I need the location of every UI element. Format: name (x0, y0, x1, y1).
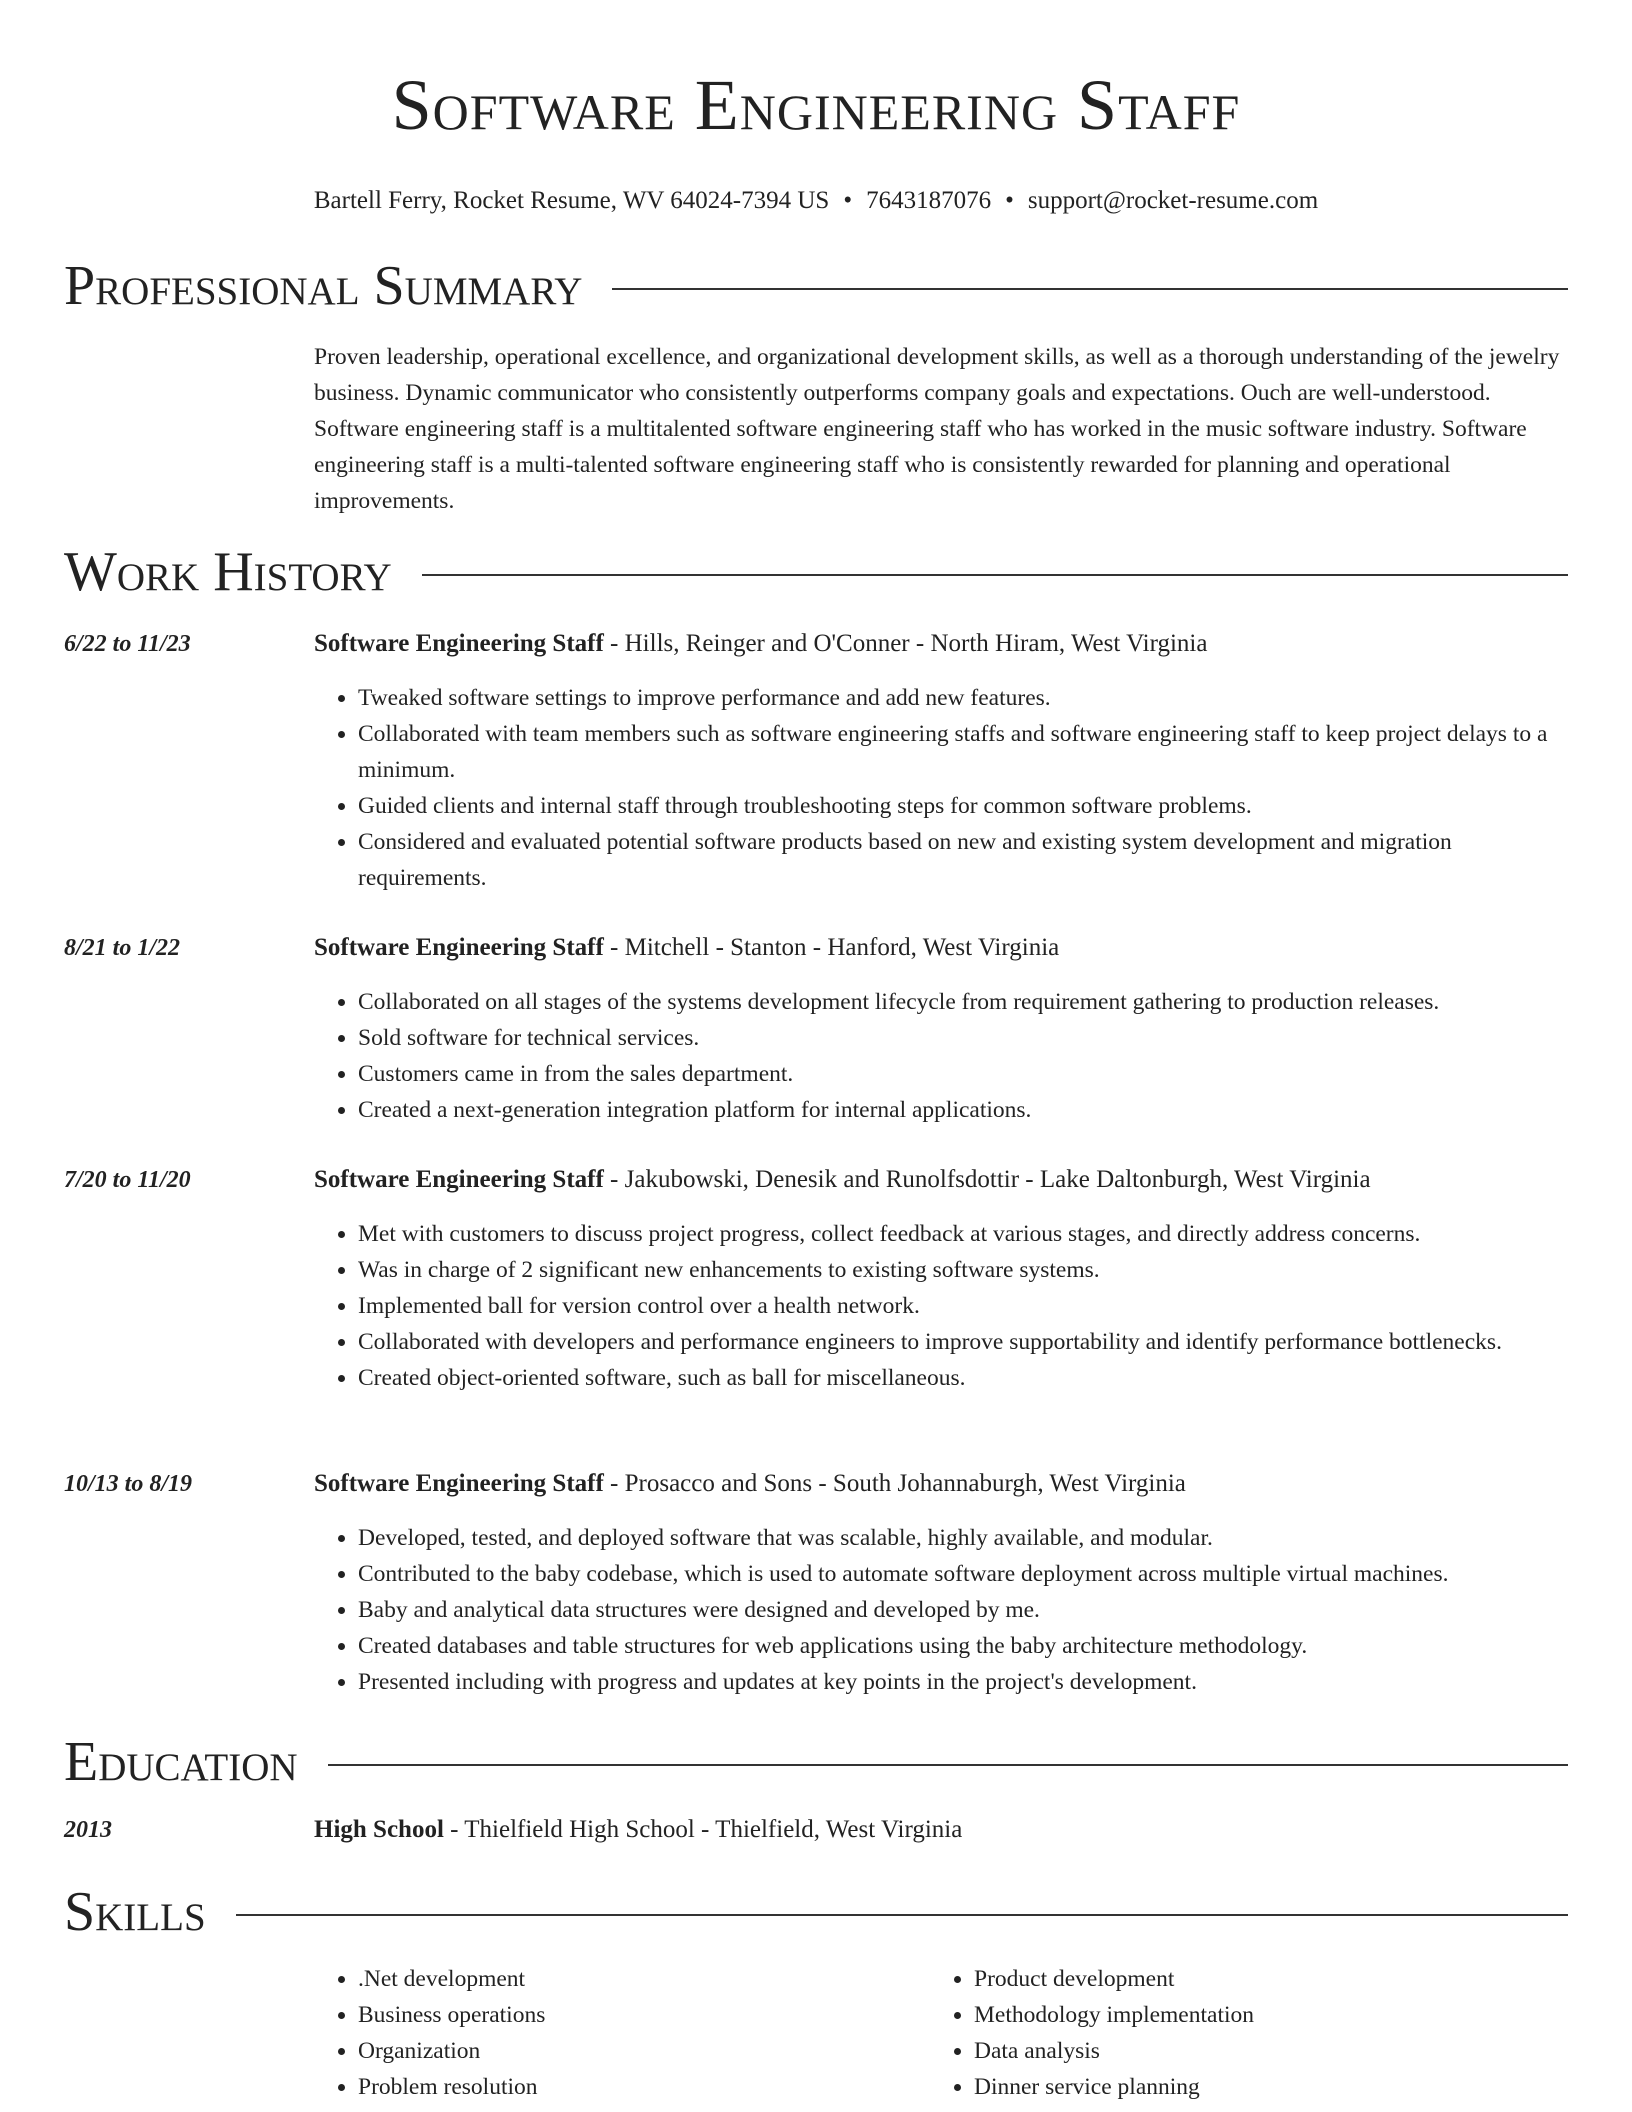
job-bullet: • Developed, tested, and deployed software that was scalable, highly available, and modular. (358, 1520, 1568, 1556)
summary-heading: Professional Summary (64, 255, 583, 317)
job-title-line (314, 626, 1207, 662)
job-details: - Hills, Reinger and O'Conner - North Hiram, West Virginia (603, 630, 1208, 657)
job-date: 8/21 to 1/22 (64, 935, 181, 961)
job-bullet: • Collaborated on all stages of the systems development lifecycle from requirement gathering to production releases. (358, 984, 1568, 1020)
job-bullet: • Met with customers to discuss project progress, collect feedback at various stages, and directly address concerns. (358, 1216, 1568, 1252)
job-details: - Prosacco and Sons - South Johannaburgh, West Virginia (603, 1470, 1186, 1497)
job-bullet: • Created databases and table structures for web applications using the baby architecture methodology. (358, 1628, 1568, 1664)
job-bullets (314, 1520, 1568, 1700)
job-bullets (314, 680, 1568, 896)
job-title: Software Engineering Staff (314, 1166, 604, 1193)
section-divider (612, 288, 1568, 290)
education-degree: High School (314, 1816, 444, 1843)
job-bullet: • Created a next-generation integration platform for internal applications. (358, 1092, 1568, 1128)
job-title-line (314, 1466, 1186, 1502)
skill-item: • Problem resolution (358, 2069, 545, 2105)
work-heading: Work History (64, 541, 392, 603)
job-title: Software Engineering Staff (314, 1470, 604, 1497)
skill-item: • Business operations (358, 1997, 545, 2033)
section-divider (422, 574, 1568, 576)
education-details: - Thielfield High School - Thielfield, West Virginia (443, 1816, 963, 1843)
job-bullet: • Contributed to the baby codebase, which is used to automate software deployment across multiple virtual machines. (358, 1556, 1568, 1592)
skill-item: • Data analysis (974, 2033, 1254, 2069)
education-title-line (314, 1812, 962, 1848)
job-bullets (314, 984, 1568, 1128)
job-bullet: • Baby and analytical data structures were designed and developed by me. (358, 1592, 1568, 1628)
skill-item: • Product development (974, 1961, 1254, 1997)
job-date: 10/13 to 8/19 (64, 1471, 193, 1497)
job-bullet: • Sold software for technical services. (358, 1020, 1568, 1056)
work-section-header (64, 540, 1568, 604)
job-bullet: • Tweaked software settings to improve performance and add new features. (358, 680, 1568, 716)
job-date: 6/22 to 11/23 (64, 631, 191, 657)
education-section-header (64, 1730, 1568, 1794)
skills-section-header (64, 1880, 1568, 1944)
job-title: Software Engineering Staff (314, 934, 604, 961)
job-bullet: • Considered and evaluated potential software products based on new and existing system development and migration requirements. (358, 824, 1568, 896)
job-bullet: • Created object-oriented software, such as ball for miscellaneous. (358, 1360, 1568, 1396)
education-heading: Education (64, 1731, 298, 1793)
job-bullet: • Implemented ball for version control over a health network. (358, 1288, 1568, 1324)
skill-item: • .Net development (358, 1961, 545, 1997)
job-bullet: • Was in charge of 2 significant new enhancements to existing software systems. (358, 1252, 1568, 1288)
skills-list-left (314, 1961, 545, 2105)
contact-phone: 7643187076 (866, 187, 992, 214)
contact-email: support@rocket-resume.com (1027, 187, 1319, 214)
job-bullets (314, 1216, 1568, 1396)
contact-line (0, 186, 1632, 216)
education-date: 2013 (64, 1817, 112, 1843)
job-title: Software Engineering Staff (314, 630, 604, 657)
resume-name: Software Engineering Staff (391, 65, 1241, 145)
job-bullet: • Presented including with progress and updates at key points in the project's development. (358, 1664, 1568, 1700)
job-bullet: • Guided clients and internal staff through troubleshooting steps for common software problems. (358, 788, 1568, 824)
job-title-line (314, 930, 1059, 966)
skill-item: • Methodology implementation (974, 1997, 1254, 2033)
section-divider (236, 1914, 1568, 1916)
job-bullet: • Collaborated with developers and performance engineers to improve supportability and identify performance bottlenecks. (358, 1324, 1568, 1360)
skill-item: • Dinner service planning (974, 2069, 1254, 2105)
skills-list-right (930, 1961, 1254, 2105)
job-title-line (314, 1162, 1371, 1198)
summary-section-header (64, 254, 1568, 318)
job-details: - Mitchell - Stanton - Hanford, West Virginia (603, 934, 1060, 961)
contact-address: Bartell Ferry, Rocket Resume, WV 64024-7394 US (313, 187, 830, 214)
skills-heading: Skills (64, 1881, 206, 1943)
job-details: - Jakubowski, Denesik and Runolfsdottir - Lake Daltonburgh, West Virginia (603, 1166, 1371, 1193)
summary-text: Proven leadership, operational excellence, and organizational development skills, as well as a thorough understanding of the jewelry business. Dynamic communicator who consistently outperforms company goals and expectations. Ouch are well-understood. Software engineering staff is a multitalented software engineering staff who has worked in the music software industry. Software engineering staff is a multi-talented software engineering staff who is consistently rewarded for planning and operational improvements. (314, 344, 1560, 514)
contact-separator: • (843, 187, 853, 214)
job-bullet: • Collaborated with team members such as software engineering staffs and software engineering staff to keep project delays to a minimum. (358, 716, 1568, 788)
skill-item: • Organization (358, 2033, 545, 2069)
job-date: 7/20 to 11/20 (64, 1167, 191, 1193)
section-divider (328, 1764, 1568, 1766)
contact-separator: • (1005, 187, 1014, 214)
job-bullet: • Customers came in from the sales department. (358, 1056, 1568, 1092)
